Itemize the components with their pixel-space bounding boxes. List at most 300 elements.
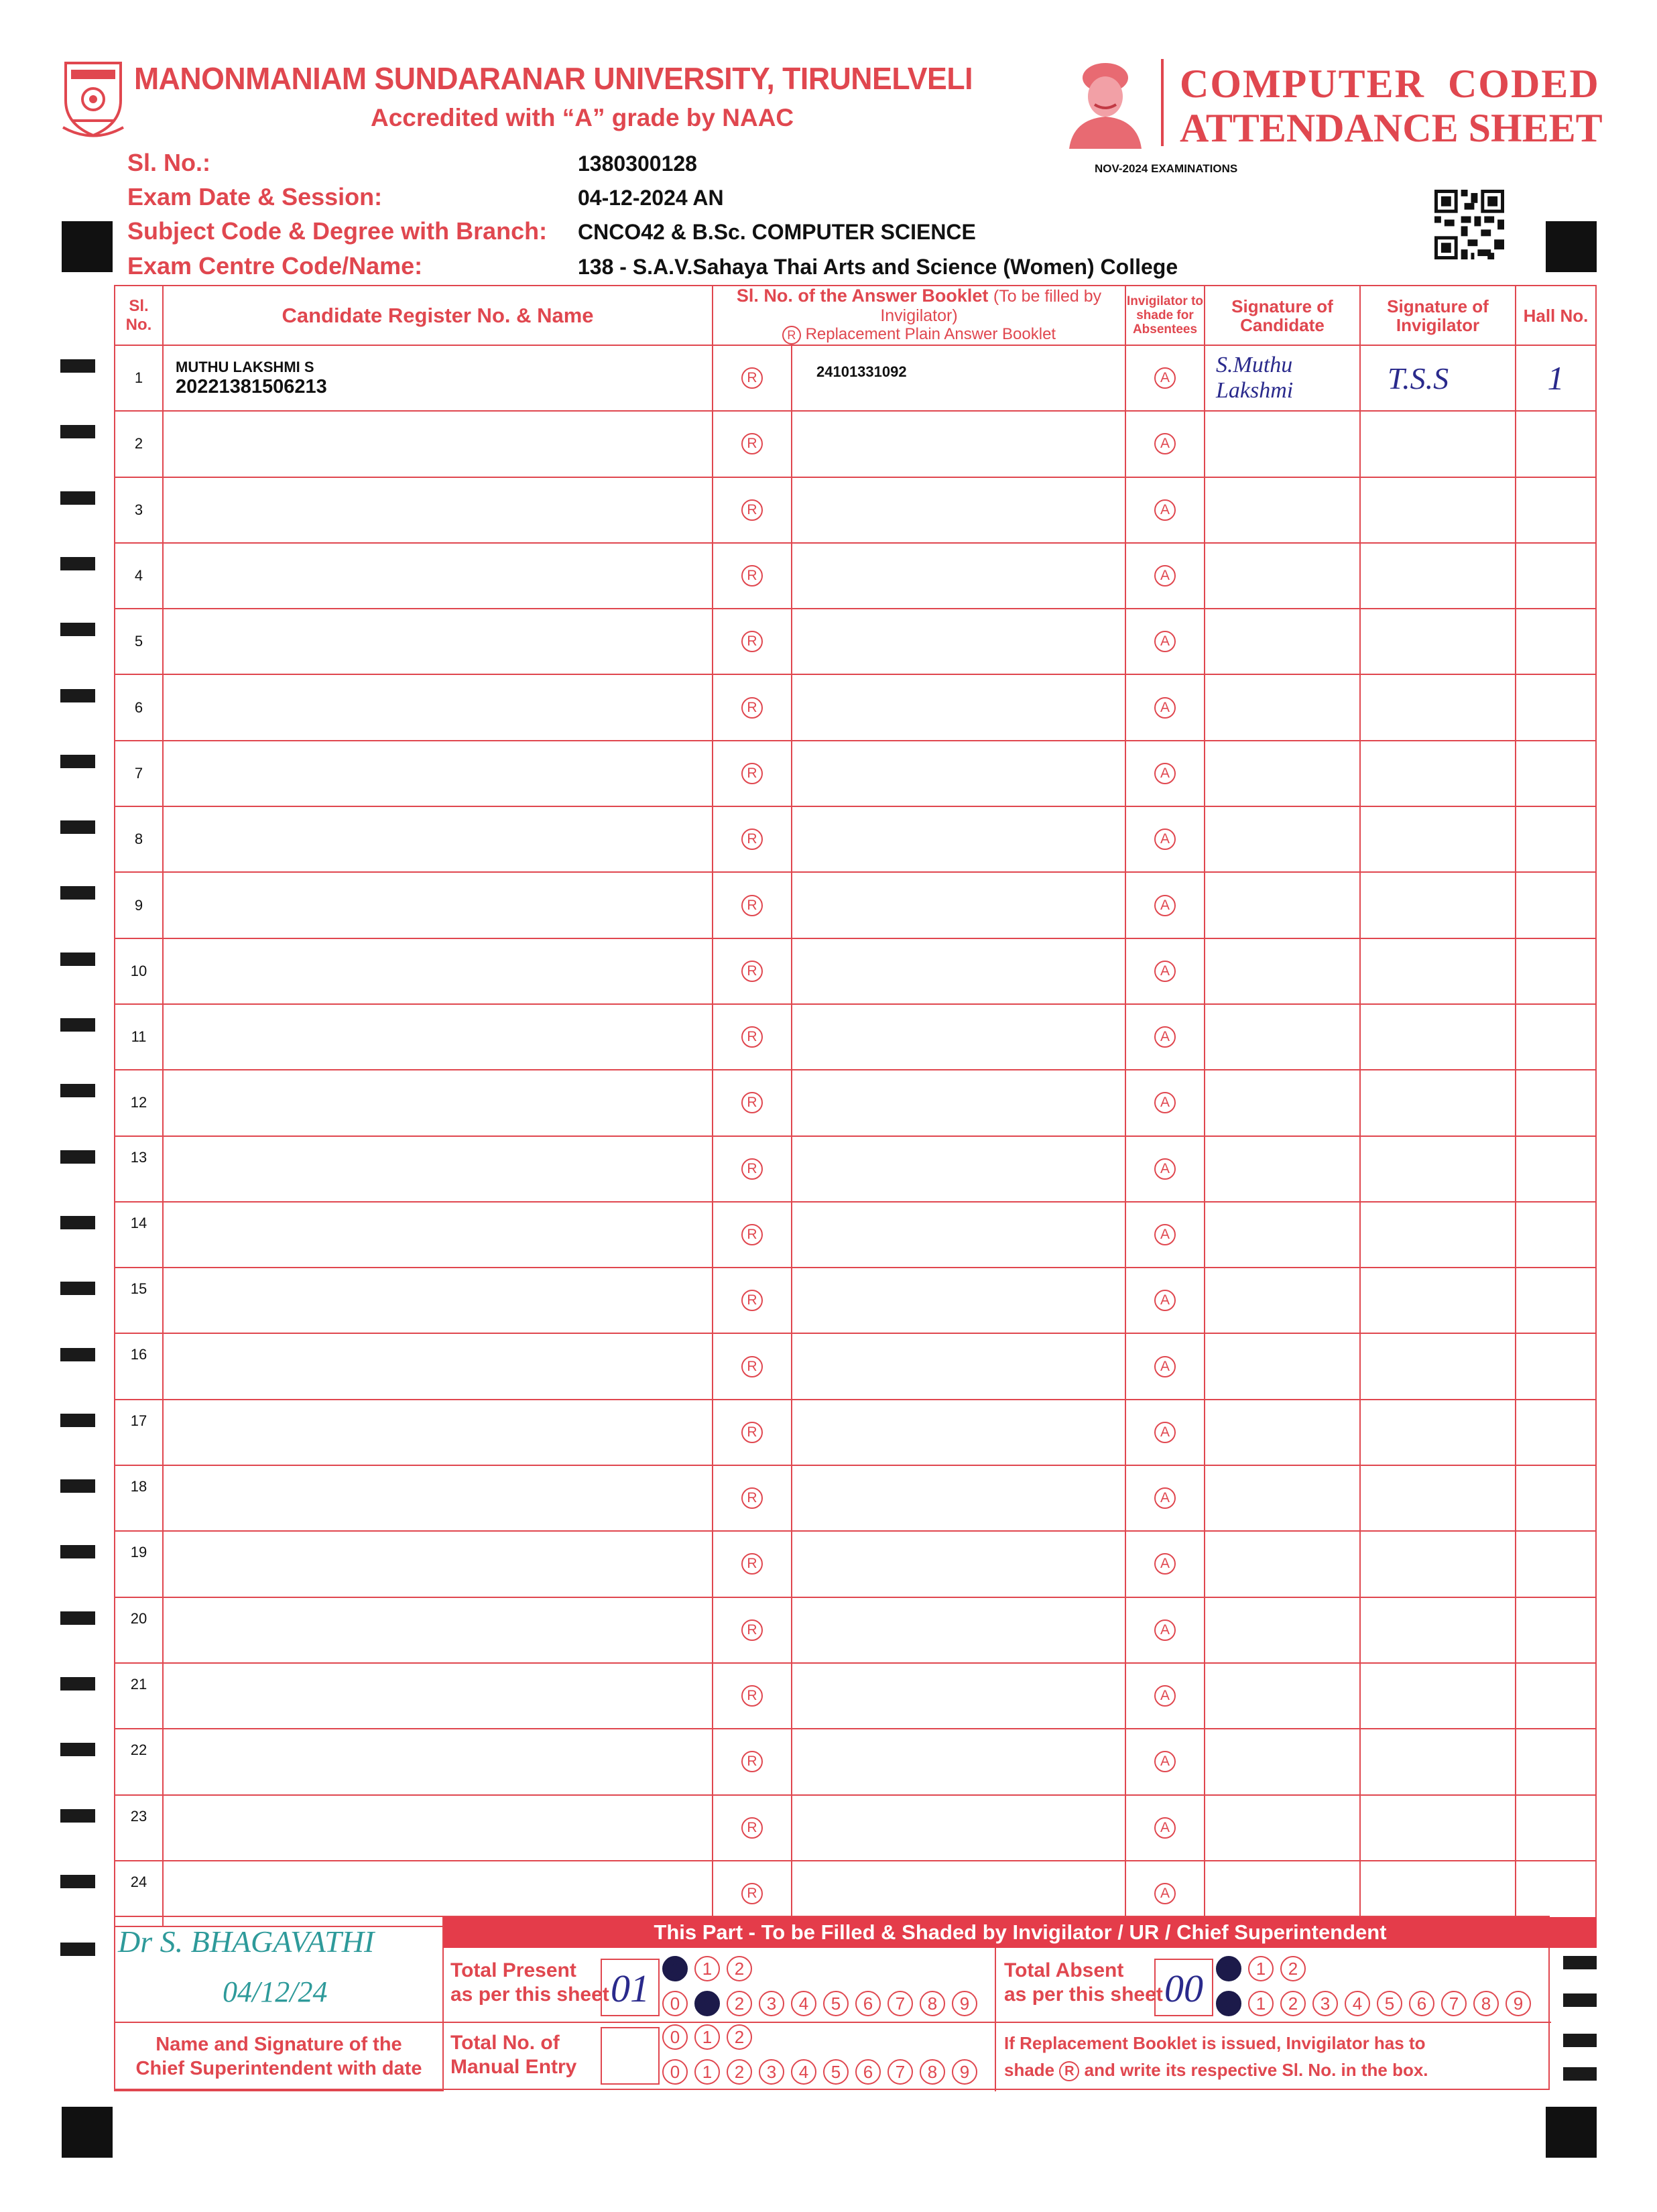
- manual-units-bubble[interactable]: 9: [952, 2059, 977, 2085]
- absent-bubble[interactable]: A: [1154, 1422, 1176, 1443]
- replacement-bubble-cell[interactable]: [713, 1729, 792, 1794]
- chief-signature-box: [114, 1916, 444, 2023]
- replacement-bubble[interactable]: R: [741, 1487, 763, 1509]
- replacement-bubble[interactable]: R: [741, 1553, 763, 1575]
- panel-divider: [995, 2022, 996, 2091]
- sl-no-cell: 6: [115, 674, 163, 740]
- absent-bubble[interactable]: A: [1154, 1224, 1176, 1245]
- candidate-cell: [163, 806, 713, 872]
- table-row: [115, 1597, 1596, 1663]
- table-row: [115, 477, 1596, 543]
- invigilator-signature-cell: [1360, 1400, 1516, 1465]
- booklet-no-cell[interactable]: [792, 1531, 1125, 1597]
- replacement-bubble[interactable]: R: [741, 1224, 763, 1245]
- replacement-bubble[interactable]: R: [741, 1751, 763, 1772]
- candidate-signature-cell: [1205, 1663, 1360, 1729]
- candidate-signature-cell: [1205, 1795, 1360, 1861]
- candidate-cell: [163, 477, 713, 543]
- booklet-no-cell[interactable]: [792, 1268, 1125, 1333]
- manual-units-bubbles: [662, 2059, 977, 2085]
- invigilator-signature-cell: [1360, 1202, 1516, 1268]
- candidate-cell: [163, 1795, 713, 1861]
- absent-bubble[interactable]: A: [1154, 1553, 1176, 1575]
- col-booklet: [713, 286, 1125, 345]
- absent-bubble[interactable]: A: [1154, 1026, 1176, 1048]
- table-row: [115, 1202, 1596, 1268]
- absent-units-bubble[interactable]: 7: [1441, 1991, 1467, 2016]
- total-absent-line1: Total Absent: [1004, 1959, 1124, 1981]
- present-units-bubble[interactable]: 5: [823, 1991, 849, 2016]
- absent-bubble-cell[interactable]: [1125, 1465, 1205, 1531]
- present-tens-bubbles: [662, 1956, 752, 1981]
- sheet-title: [1180, 62, 1603, 150]
- absent-units-bubble[interactable]: 2: [1280, 1991, 1306, 2016]
- table-row: [115, 1663, 1596, 1729]
- absent-bubble[interactable]: A: [1154, 1290, 1176, 1311]
- candidate-signature-cell: [1205, 477, 1360, 543]
- absent-bubble[interactable]: A: [1154, 1883, 1176, 1904]
- absent-bubble-cell[interactable]: [1125, 674, 1205, 740]
- booklet-no-cell[interactable]: [792, 1202, 1125, 1268]
- sl-no-cell: 3: [115, 477, 163, 543]
- replacement-bubble-cell[interactable]: [713, 938, 792, 1004]
- absent-tens-bubble[interactable]: 2: [1280, 1956, 1306, 1981]
- absent-bubble[interactable]: A: [1154, 895, 1176, 916]
- absent-bubble[interactable]: A: [1154, 828, 1176, 850]
- manual-entry-box[interactable]: [601, 2027, 660, 2085]
- total-absent-line2: as per this sheet: [1004, 1983, 1163, 2006]
- present-tens-bubble[interactable]: 1: [694, 1956, 720, 1981]
- replacement-bubble[interactable]: R: [741, 961, 763, 982]
- absent-bubble-cell[interactable]: [1125, 609, 1205, 674]
- founder-portrait: [1062, 58, 1148, 149]
- timing-mark: [60, 1809, 95, 1823]
- booklet-no-cell[interactable]: [792, 609, 1125, 674]
- replacement-bubble[interactable]: R: [741, 499, 763, 521]
- replacement-bubble-cell[interactable]: [713, 1004, 792, 1070]
- hall-no-cell: [1516, 1729, 1596, 1794]
- absent-bubble[interactable]: A: [1154, 1092, 1176, 1113]
- candidate-cell: [163, 543, 713, 609]
- present-units-bubble[interactable]: 1: [694, 1991, 720, 2016]
- chief-label-line1: Name and Signature of the: [156, 2034, 402, 2055]
- booklet-no-cell[interactable]: [792, 1465, 1125, 1531]
- timing-mark: [60, 1414, 95, 1427]
- table-row: [115, 1531, 1596, 1597]
- hall-no-cell: [1516, 674, 1596, 740]
- absent-tens-bubble[interactable]: 1: [1248, 1956, 1274, 1981]
- manual-tens-bubble[interactable]: 0: [662, 2024, 688, 2050]
- absent-units-bubble[interactable]: 6: [1409, 1991, 1434, 2016]
- present-tens-bubble[interactable]: 2: [727, 1956, 752, 1981]
- replacement-bubble[interactable]: R: [741, 1356, 763, 1377]
- absent-bubble-cell[interactable]: [1125, 806, 1205, 872]
- timing-mark: [60, 1282, 95, 1295]
- replacement-bubble-cell[interactable]: [713, 477, 792, 543]
- table-row: [115, 1070, 1596, 1135]
- timing-mark: [60, 886, 95, 900]
- absent-bubble-cell[interactable]: [1125, 1004, 1205, 1070]
- candidate-signature: S.Muthu Lakshmi: [1216, 353, 1294, 404]
- chief-signature: Dr S. BHAGAVATHI: [118, 1924, 375, 1959]
- candidate-signature-cell: [1205, 1531, 1360, 1597]
- present-units-bubble[interactable]: 4: [791, 1991, 816, 2016]
- timing-mark: [60, 425, 95, 438]
- replacement-bubble[interactable]: R: [741, 1685, 763, 1707]
- manual-units-bubble[interactable]: 0: [662, 2059, 688, 2085]
- candidate-signature-cell: [1205, 938, 1360, 1004]
- absent-bubble-cell[interactable]: [1125, 1268, 1205, 1333]
- invigilator-signature-cell: [1360, 806, 1516, 872]
- replacement-bubble[interactable]: R: [741, 1092, 763, 1113]
- registration-mark: [62, 2107, 113, 2158]
- sl-no-cell: 24: [115, 1861, 163, 1926]
- hall-no-cell: [1516, 609, 1596, 674]
- booklet-no-cell[interactable]: [792, 741, 1125, 806]
- absent-bubble-cell[interactable]: [1125, 411, 1205, 477]
- absent-bubble[interactable]: A: [1154, 1685, 1176, 1707]
- timing-mark: [1563, 1993, 1597, 2007]
- replacement-bubble[interactable]: R: [741, 828, 763, 850]
- timing-mark: [60, 1150, 95, 1164]
- sl-no-cell: 5: [115, 609, 163, 674]
- replacement-bubble-cell[interactable]: [713, 609, 792, 674]
- candidate-signature-cell: [1205, 609, 1360, 674]
- booklet-no-cell[interactable]: [792, 1136, 1125, 1202]
- hall-no-cell: [1516, 872, 1596, 938]
- booklet-no-cell[interactable]: [792, 1333, 1125, 1399]
- hall-no-cell: [1516, 1663, 1596, 1729]
- exam-date-value: 04-12-2024 AN: [578, 186, 724, 210]
- manual-units-bubble[interactable]: 1: [694, 2059, 720, 2085]
- sl-no-cell: 8: [115, 806, 163, 872]
- absent-bubble-cell[interactable]: [1125, 1729, 1205, 1794]
- total-present-value: 01: [611, 1967, 650, 2010]
- booklet-no-cell[interactable]: [792, 938, 1125, 1004]
- sl-no-cell: 7: [115, 741, 163, 806]
- present-tens-bubble[interactable]: 0: [662, 1956, 688, 1981]
- candidate-cell: [163, 1268, 713, 1333]
- candidate-cell: [163, 1004, 713, 1070]
- candidate-cell: [163, 674, 713, 740]
- replacement-bubble-cell[interactable]: [713, 1795, 792, 1861]
- booklet-no-cell[interactable]: [792, 1663, 1125, 1729]
- candidate-signature-cell: [1205, 1070, 1360, 1135]
- chief-label-line2: Chief Superintendent with date: [135, 2058, 422, 2079]
- absent-bubble-cell[interactable]: [1125, 1597, 1205, 1663]
- table-row: [115, 543, 1596, 609]
- centre-value: 138 - S.A.V.Sahaya Thai Arts and Science (Women) College: [578, 255, 1178, 279]
- table-row: [115, 411, 1596, 477]
- replacement-bubble-cell[interactable]: [713, 741, 792, 806]
- total-present-box[interactable]: [601, 1959, 660, 2016]
- manual-units-bubble[interactable]: 2: [727, 2059, 752, 2085]
- absent-bubble-cell[interactable]: [1125, 1202, 1205, 1268]
- invigilator-signature: T.S.S: [1388, 361, 1449, 395]
- absent-bubble[interactable]: A: [1154, 565, 1176, 587]
- replacement-bubble[interactable]: R: [741, 631, 763, 652]
- replacement-bubble-cell[interactable]: [713, 1597, 792, 1663]
- replacement-bubble-cell[interactable]: [713, 1400, 792, 1465]
- present-units-bubble[interactable]: 9: [952, 1991, 977, 2016]
- present-units-bubble[interactable]: 0: [662, 1991, 688, 2016]
- timing-mark: [60, 1943, 95, 1956]
- booklet-no-cell[interactable]: [792, 477, 1125, 543]
- booklet-no-cell[interactable]: [792, 411, 1125, 477]
- sheet-title-line2: ATTENDANCE SHEET: [1180, 106, 1603, 150]
- candidate-cell: [163, 1663, 713, 1729]
- chief-date: 04/12/24: [223, 1975, 328, 2008]
- total-absent-box[interactable]: [1154, 1959, 1213, 2016]
- sl-no-cell: 16: [115, 1333, 163, 1399]
- sl-no-cell: 19: [115, 1531, 163, 1597]
- university-logo: [60, 60, 126, 139]
- present-units-bubble[interactable]: 8: [920, 1991, 945, 2016]
- absent-bubble[interactable]: A: [1154, 433, 1176, 454]
- candidate-cell: [163, 741, 713, 806]
- replacement-bubble[interactable]: R: [741, 697, 763, 719]
- invigilator-signature-cell: [1360, 345, 1516, 411]
- absent-bubble-cell[interactable]: [1125, 741, 1205, 806]
- invigilator-signature-cell: [1360, 674, 1516, 740]
- booklet-no-cell[interactable]: [792, 806, 1125, 872]
- booklet-no-cell[interactable]: [792, 674, 1125, 740]
- booklet-no-cell[interactable]: [792, 1400, 1125, 1465]
- replacement-bubble-cell[interactable]: [713, 1268, 792, 1333]
- replacement-bubble[interactable]: R: [741, 1619, 763, 1641]
- absent-bubble-cell[interactable]: [1125, 345, 1205, 411]
- timing-mark: [60, 557, 95, 570]
- manual-units-bubble[interactable]: 3: [759, 2059, 784, 2085]
- replacement-bubble-cell[interactable]: [713, 1663, 792, 1729]
- replacement-bubble-cell[interactable]: [713, 1531, 792, 1597]
- invigilator-signature-cell: [1360, 477, 1516, 543]
- absent-bubble-cell[interactable]: [1125, 938, 1205, 1004]
- hall-no-cell: [1516, 1202, 1596, 1268]
- booklet-no-cell[interactable]: [792, 1004, 1125, 1070]
- absent-bubble-cell[interactable]: [1125, 872, 1205, 938]
- subject-value: CNCO42 & B.Sc. COMPUTER SCIENCE: [578, 220, 976, 244]
- replacement-bubble-cell[interactable]: [713, 1202, 792, 1268]
- booklet-no-cell[interactable]: [792, 543, 1125, 609]
- absent-bubble[interactable]: A: [1154, 1619, 1176, 1641]
- table-row: [115, 1729, 1596, 1794]
- table-row: [115, 1268, 1596, 1333]
- absent-bubble[interactable]: A: [1154, 763, 1176, 784]
- replacement-bubble[interactable]: R: [741, 1883, 763, 1904]
- manual-units-bubble[interactable]: 6: [855, 2059, 881, 2085]
- replacement-bubble-cell[interactable]: [713, 543, 792, 609]
- replacement-bubble[interactable]: R: [741, 895, 763, 916]
- absent-bubble-cell[interactable]: [1125, 1663, 1205, 1729]
- table-header-row: [115, 286, 1596, 345]
- replacement-bubble-cell[interactable]: [713, 411, 792, 477]
- replacement-bubble-cell[interactable]: [713, 1333, 792, 1399]
- title-divider: [1161, 59, 1164, 146]
- invigilator-signature-cell: [1360, 1136, 1516, 1202]
- replacement-note-rest: and write its respective Sl. No. in the box.: [1084, 2060, 1428, 2080]
- table-row: [115, 741, 1596, 806]
- absent-bubble[interactable]: A: [1154, 367, 1176, 389]
- present-units-bubble[interactable]: 3: [759, 1991, 784, 2016]
- sl-no-cell: 4: [115, 543, 163, 609]
- booklet-no-cell[interactable]: [792, 1729, 1125, 1794]
- absent-units-bubble[interactable]: 4: [1345, 1991, 1370, 2016]
- absent-bubble-cell[interactable]: [1125, 1070, 1205, 1135]
- absent-units-bubble[interactable]: 9: [1506, 1991, 1531, 2016]
- total-absent-label: [1004, 1959, 1163, 2007]
- absent-tens-bubble[interactable]: 0: [1216, 1956, 1241, 1981]
- absent-bubble-cell[interactable]: [1125, 1795, 1205, 1861]
- absent-bubble-cell[interactable]: [1125, 1531, 1205, 1597]
- sl-no-cell: 9: [115, 872, 163, 938]
- manual-units-bubble[interactable]: 5: [823, 2059, 849, 2085]
- replacement-bubble[interactable]: R: [741, 1817, 763, 1839]
- absent-bubble[interactable]: A: [1154, 697, 1176, 719]
- candidate-signature-cell: [1205, 674, 1360, 740]
- sl-no-cell: 11: [115, 1004, 163, 1070]
- candidate-cell: [163, 1597, 713, 1663]
- absent-bubble[interactable]: A: [1154, 1487, 1176, 1509]
- registration-mark: [62, 221, 113, 272]
- hall-no-cell: [1516, 1597, 1596, 1663]
- panel-divider: [442, 2022, 1551, 2023]
- invigilator-signature-cell: [1360, 1004, 1516, 1070]
- present-units-bubble[interactable]: 2: [727, 1991, 752, 2016]
- absent-units-bubble[interactable]: 1: [1248, 1991, 1274, 2016]
- booklet-no-cell[interactable]: [792, 1795, 1125, 1861]
- replacement-bubble-cell[interactable]: [713, 345, 792, 411]
- invigilator-signature-cell: [1360, 1663, 1516, 1729]
- timing-mark: [60, 1084, 95, 1097]
- total-present-line2: as per this sheet: [450, 1983, 609, 2006]
- hall-no-cell: [1516, 543, 1596, 609]
- manual-units-bubble[interactable]: 7: [887, 2059, 913, 2085]
- replacement-bubble[interactable]: R: [741, 763, 763, 784]
- replacement-bubble[interactable]: R: [741, 1026, 763, 1048]
- present-units-bubble[interactable]: 7: [887, 1991, 913, 2016]
- absent-bubble[interactable]: A: [1154, 1158, 1176, 1180]
- absent-bubble-cell[interactable]: [1125, 1400, 1205, 1465]
- absent-units-bubble[interactable]: 8: [1473, 1991, 1499, 2016]
- hall-no-cell: [1516, 1333, 1596, 1399]
- absent-bubble[interactable]: A: [1154, 499, 1176, 521]
- timing-mark: [1563, 1956, 1597, 1969]
- replacement-bubble-cell[interactable]: [713, 806, 792, 872]
- present-units-bubble[interactable]: 6: [855, 1991, 881, 2016]
- sl-no-cell: 12: [115, 1070, 163, 1135]
- absent-bubble-cell[interactable]: [1125, 477, 1205, 543]
- hall-no: 1: [1547, 359, 1564, 397]
- absent-bubble-cell[interactable]: [1125, 1333, 1205, 1399]
- replacement-bubble[interactable]: R: [741, 565, 763, 587]
- invigilator-signature-cell: [1360, 1531, 1516, 1597]
- table-row: [115, 1795, 1596, 1861]
- absent-bubble[interactable]: A: [1154, 1356, 1176, 1377]
- timing-mark: [1563, 2067, 1597, 2081]
- candidate-cell: [163, 872, 713, 938]
- booklet-no-cell[interactable]: [792, 1597, 1125, 1663]
- manual-units-bubble[interactable]: 4: [791, 2059, 816, 2085]
- timing-mark: [60, 953, 95, 966]
- candidate-signature-cell: [1205, 1465, 1360, 1531]
- timing-mark: [60, 491, 95, 505]
- booklet-no-cell[interactable]: [792, 872, 1125, 938]
- timing-mark: [60, 1545, 95, 1558]
- candidate-cell: [163, 345, 713, 411]
- absent-units-bubble[interactable]: 0: [1216, 1991, 1241, 2016]
- timing-mark: [60, 1743, 95, 1756]
- sl-no-label: Sl. No.:: [127, 149, 210, 176]
- replacement-bubble-cell[interactable]: [713, 1465, 792, 1531]
- candidate-signature-cell: [1205, 741, 1360, 806]
- manual-tens-bubble[interactable]: 2: [727, 2024, 752, 2050]
- absent-units-bubbles: [1216, 1991, 1531, 2016]
- absent-units-bubble[interactable]: 3: [1312, 1991, 1338, 2016]
- exam-date-label: Exam Date & Session:: [127, 183, 383, 210]
- invigilator-signature-cell: [1360, 1333, 1516, 1399]
- manual-tens-bubble[interactable]: 1: [694, 2024, 720, 2050]
- absent-bubble[interactable]: A: [1154, 631, 1176, 652]
- absent-bubble[interactable]: A: [1154, 1817, 1176, 1839]
- candidate-signature-cell: [1205, 872, 1360, 938]
- r-icon: R: [1059, 2061, 1079, 2081]
- absent-units-bubble[interactable]: 5: [1377, 1991, 1402, 2016]
- absent-bubble-cell[interactable]: [1125, 543, 1205, 609]
- invigilator-signature-cell: [1360, 1268, 1516, 1333]
- candidate-signature-cell: [1205, 806, 1360, 872]
- table-row: [115, 872, 1596, 938]
- replacement-bubble[interactable]: R: [741, 433, 763, 454]
- chief-label-box: [114, 2022, 444, 2091]
- replacement-bubble-cell[interactable]: [713, 674, 792, 740]
- attendance-table: [114, 285, 1597, 1927]
- panel-divider: [442, 1948, 444, 2091]
- hall-no-cell: [1516, 806, 1596, 872]
- candidate-signature-cell: [1205, 1400, 1360, 1465]
- sl-no-cell: 23: [115, 1795, 163, 1861]
- replacement-bubble[interactable]: R: [741, 1422, 763, 1443]
- replacement-bubble[interactable]: R: [741, 1290, 763, 1311]
- hall-no-cell: [1516, 1004, 1596, 1070]
- timing-mark: [60, 1018, 95, 1032]
- booklet-no-cell[interactable]: [792, 1070, 1125, 1135]
- booklet-no-cell[interactable]: 24101331092: [792, 345, 1125, 411]
- replacement-bubble[interactable]: R: [741, 1158, 763, 1180]
- table-row: [115, 1400, 1596, 1465]
- sl-no-cell: 2: [115, 411, 163, 477]
- invigilator-signature-cell: [1360, 1729, 1516, 1794]
- replacement-bubble-cell[interactable]: [713, 872, 792, 938]
- manual-units-bubble[interactable]: 8: [920, 2059, 945, 2085]
- replacement-note: [1004, 2030, 1428, 2083]
- col-sl-no: Sl. No.: [115, 286, 163, 345]
- hall-no-cell: [1516, 1268, 1596, 1333]
- hall-no-cell: [1516, 938, 1596, 1004]
- sl-no-cell: 10: [115, 938, 163, 1004]
- absent-bubble[interactable]: A: [1154, 1751, 1176, 1772]
- absent-bubble[interactable]: A: [1154, 961, 1176, 982]
- replacement-bubble-cell[interactable]: [713, 1070, 792, 1135]
- replacement-bubble-cell[interactable]: [713, 1136, 792, 1202]
- sl-no-cell: 21: [115, 1663, 163, 1729]
- timing-mark: [60, 1875, 95, 1888]
- replacement-bubble[interactable]: R: [741, 367, 763, 389]
- candidate-cell: [163, 1531, 713, 1597]
- absent-bubble-cell[interactable]: [1125, 1136, 1205, 1202]
- invigilator-signature-cell: [1360, 1597, 1516, 1663]
- timing-mark: [60, 1216, 95, 1229]
